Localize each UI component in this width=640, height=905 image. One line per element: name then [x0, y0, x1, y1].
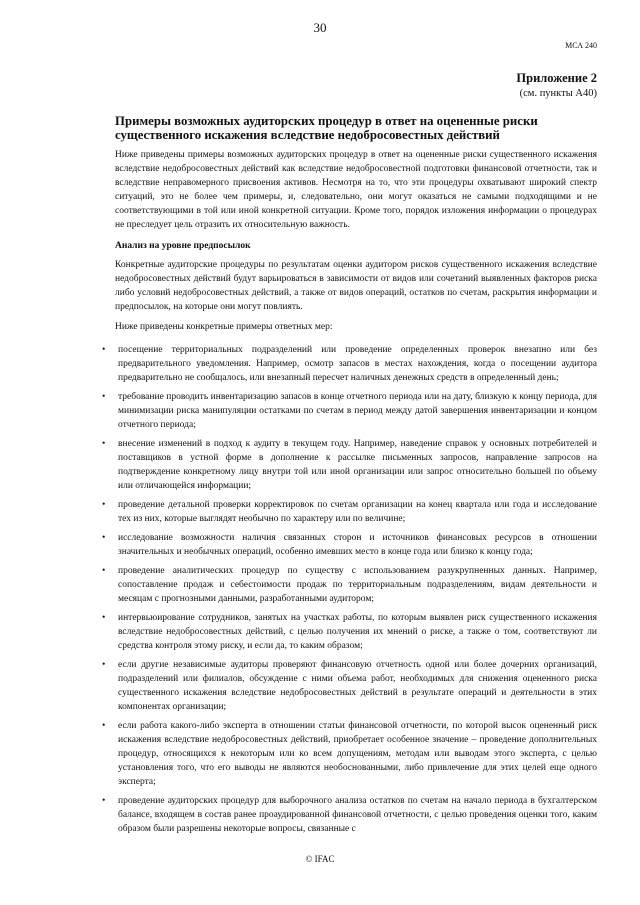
- list-item: [102, 343, 597, 385]
- list-item: [102, 719, 597, 789]
- bullet-icon: •: [102, 721, 106, 731]
- bullet-icon: •: [102, 566, 106, 576]
- bullet-icon: •: [102, 500, 106, 510]
- list-item: [102, 564, 597, 606]
- list-item: [102, 611, 597, 653]
- subsection-heading: Анализ на уровне предпосылок: [115, 241, 251, 251]
- list-item: [102, 794, 597, 836]
- page-number: 30: [313, 20, 327, 35]
- document-body: [102, 114, 597, 841]
- list-item-text: проведение аналитических процедур по существу с использованием разукрупненных данных. Например, сопоставление продаж и себестоимости продаж по территориальным подразделениям, видам деятельности и месяцам с прогнозными данными, разработанными аудитором;: [118, 566, 597, 604]
- list-item: [102, 390, 597, 432]
- list-item-text: проведение аудиторских процедур для выборочного анализа остатков по счетам на начало периода в бухгалтерском балансе, входящем в состав ранее проаудированной финансовой отчетности, с целью проведения оценки того, каким образом были разрешены некоторые вопросы, связанные с: [118, 796, 597, 834]
- copyright-footer: © IFAC: [305, 854, 335, 864]
- list-item-text: внесение изменений в подход к аудиту в текущем году. Например, наведение справок у основных потребителей и поставщиков в устной форме в дополнение к рассылке письменных запросов, направление запросов на подтверждение конкретному лицу внутри той или иной организации или запрос относительно большей по объему или отличающейся информации;: [118, 439, 597, 491]
- appendix-title: Приложение 2: [516, 71, 597, 85]
- list-item: [102, 437, 597, 493]
- standard-code: МСА 240: [565, 41, 597, 50]
- list-item-text: требование проводить инвентаризацию запасов в конце отчетного периода или на дату, близкую к концу периода, для минимизации риска манипуляции остатками по счетам в период между датой завершения инвентаризации и концом отчетного периода;: [118, 392, 597, 430]
- list-item-text: если работа какого-либо эксперта в отношении статьи финансовой отчетности, по которой высок оцененный риск искажения вследствие недобросовестных действий, приобретает особенное значение – проведение дополнительных процедур, относящихся к некоторым или ко всем допущениям, методам или выводам этого эксперта, с целью установления того, что его выводы не являются необоснованными, либо привлечение для этих целей еще одного эксперта;: [118, 721, 597, 787]
- bullet-icon: •: [102, 796, 106, 806]
- bullet-icon: •: [102, 660, 106, 670]
- bullet-icon: •: [102, 345, 106, 355]
- bullet-icon: •: [102, 392, 106, 402]
- list-item-text: если другие независимые аудиторы проверяют финансовую отчетность одной или более дочерних организаций, подразделений или филиалов, обсуждение с ними объема работ, необходимых для снижения оцененного риска существенного искажения вследствие недобросовестных действий в результате операций и деятельности в этих компонентах организации;: [118, 660, 597, 712]
- procedures-list: [102, 343, 597, 836]
- bullet-icon: •: [102, 439, 106, 449]
- subsection-paragraph: Конкретные аудиторские процедуры по результатам оценки аудитором рисков существенного искажения вследствие недобросовестных действий будут варьироваться в зависимости от видов или сочетаний выявленных факторов риска либо условий недобросовестных действий, а также от видов операций, остатков по счетам, раскрытия информации и предпосылок, на которые они могут повлиять.: [115, 260, 597, 312]
- list-item: [102, 658, 597, 714]
- list-item-text: исследование возможности наличия связанных сторон и источников финансовых ресурсов в отношении значительных и необычных операций, особенно имевших место в конце года или близко к концу года;: [118, 533, 597, 557]
- list-intro: Ниже приведены конкретные примеры ответных мер:: [115, 322, 333, 332]
- appendix-reference: (см. пункты А40): [519, 88, 597, 99]
- list-item-text: интервьюирование сотрудников, занятых на участках работы, по которым выявлен риск существенного искажения вследствие недобросовестных действий, с целью получения их мнений о риске, а также о том, соответствуют ли средства контроля этому риску, и если да, то каким образом;: [118, 613, 597, 651]
- bullet-icon: •: [102, 533, 106, 543]
- list-item-text: посещение территориальных подразделений или проведение определенных проверок внезапно или без предварительного уведомления. Например, осмотр запасов в местах нахождения, когда о посещении аудитора предварительно не сообщалось, или внезапный пересчет наличных денежных средств в определенный день;: [118, 345, 597, 383]
- list-item: [102, 531, 597, 559]
- intro-paragraph: Ниже приведены примеры возможных аудиторских процедур в ответ на оцененные риски существенного искажения вследствие недобросовестных действий как вследствие недобросовестной подготовки финансовой отчетности, так и вследствие неправомерного присвоения активов. Несмотря на то, что эти процедуры охватывают широкий спектр ситуаций, это не более чем примеры, и, следовательно, они могут оказаться не самыми подходящими и не соответствующими в той или иной конкретной ситуации. Кроме того, порядок изложения информации о процедурах не преследует цель отразить их относительную важность.: [115, 150, 597, 230]
- list-item-text: проведение детальной проверки корректировок по счетам организации на конец квартала или года и исследование тех из них, которые выглядят необычно по характеру или по величине;: [118, 500, 597, 524]
- bullet-icon: •: [102, 613, 106, 623]
- list-item: [102, 498, 597, 526]
- section-title: Примеры возможных аудиторских процедур в ответ на оцененные риски существенного искажения вследствие недобросовестных действий: [115, 114, 538, 142]
